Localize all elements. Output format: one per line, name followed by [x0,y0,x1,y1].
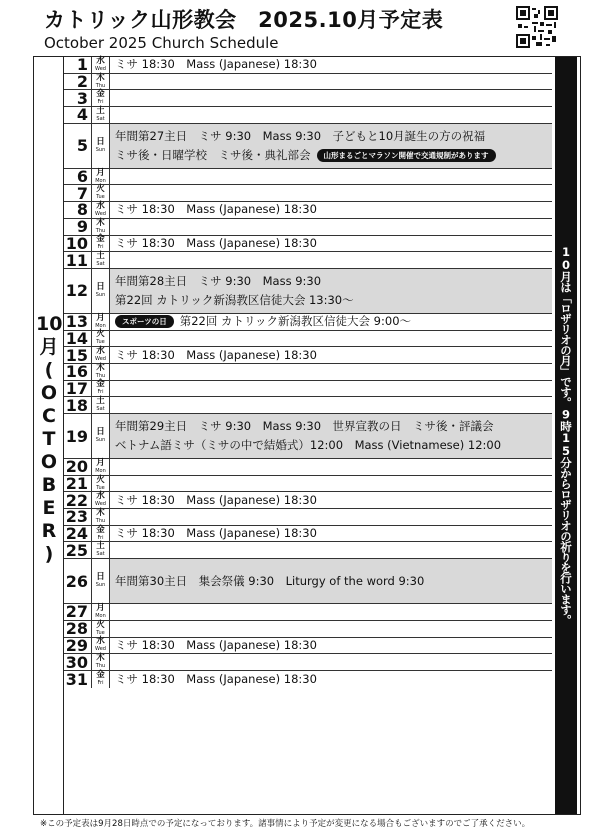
day-of-week [92,459,110,475]
day-number: 16 [64,364,92,380]
day-of-week-en: Sun [95,146,106,153]
day-number: 7 [64,185,92,201]
event-text: ミサ 18:30 Mass (Japanese) 18:30 [115,492,317,507]
day-of-week-en: Tue [96,339,105,346]
day-of-week [92,74,110,90]
month-column [34,57,64,814]
day-of-week-en: Tue [96,629,105,636]
day-number: 1 [64,57,92,73]
day-row [64,364,552,381]
event-line [115,638,552,654]
event-text: ミサ 18:30 Mass (Japanese) 18:30 [115,57,317,72]
event-cell [110,90,552,106]
month-label-char: ( [44,359,54,381]
day-of-week-jp: 木 [96,72,105,83]
day-of-week-jp: 月 [96,602,105,613]
day-row [64,635,552,655]
day-of-week-jp: 木 [96,217,105,228]
day-of-week-en: Fri [97,99,104,106]
day-row [64,459,552,476]
day-of-week [92,381,110,397]
event-line [115,314,552,330]
day-row [64,269,552,314]
event-line [115,272,552,291]
day-number: 18 [64,397,92,413]
day-of-week [92,314,110,330]
event-text: ミサ後・日曜学校 ミサ後・典礼部会 [115,147,311,162]
event-cell [110,74,552,90]
day-of-week-jp: 火 [96,184,105,195]
day-row [64,397,552,414]
day-of-week [92,219,110,235]
day-number: 20 [64,459,92,475]
day-number: 26 [64,559,92,603]
event-cell [110,604,552,620]
day-row [64,124,552,169]
event-cell [110,219,552,235]
day-of-week-jp: 木 [96,507,105,518]
day-number: 17 [64,381,92,397]
day-of-week [92,269,110,313]
day-row [64,654,552,671]
day-row [64,542,552,559]
event-line [115,236,552,252]
day-row [64,57,552,74]
day-of-week-en: Wed [95,65,106,72]
day-of-week [92,364,110,380]
day-row [64,107,552,124]
event-cell [110,638,552,654]
day-of-week [92,107,110,123]
event-cell [110,185,552,201]
event-line [115,57,552,73]
day-of-week [92,252,110,268]
day-of-week [92,347,110,363]
day-rows [64,57,552,688]
holiday-badge: スポーツの日 [115,315,174,328]
event-text: 年間第28主日 ミサ 9:30 Mass 9:30 [115,273,322,288]
event-cell [110,236,552,252]
event-line [115,417,552,436]
day-row [64,219,552,236]
day-row [64,621,552,638]
day-row [64,492,552,509]
event-cell [110,269,552,313]
day-of-week [92,331,110,347]
day-row [64,476,552,493]
day-row [64,671,552,688]
month-label-char: R [41,520,57,542]
day-of-week-en: Fri [97,534,104,541]
day-number: 9 [64,219,92,235]
day-of-week-en: Wed [95,356,106,363]
page-subtitle: October 2025 Church Schedule [44,34,279,52]
day-row [64,169,552,186]
day-number: 14 [64,331,92,347]
day-number: 19 [64,414,92,458]
event-cell [110,414,552,458]
event-cell [110,542,552,558]
day-of-week-jp: 水 [96,346,105,357]
notice-badge: 山形まるごとマラソン開催で交通規制があります [317,149,496,162]
day-number: 6 [64,169,92,185]
event-cell [110,509,552,525]
event-line [115,127,552,146]
day-of-week [92,414,110,458]
event-line [115,492,552,508]
day-number: 29 [64,638,92,654]
day-of-week-en: Thu [95,82,106,89]
day-of-week-jp: 水 [96,55,105,66]
event-cell [110,314,552,330]
day-row [64,185,552,202]
day-of-week [92,654,110,670]
day-row [64,604,552,621]
day-row [64,202,552,219]
day-of-week-en: Sun [95,582,106,589]
event-cell [110,364,552,380]
day-of-week-jp: 日 [96,572,105,583]
day-number: 11 [64,252,92,268]
day-of-week-en: Sat [96,115,105,122]
day-number: 25 [64,542,92,558]
day-row [64,233,552,253]
event-text: 第22回 カトリック新潟教区信徒大会 13:30〜 [115,292,354,307]
event-text: ミサ 18:30 Mass (Japanese) 18:30 [115,671,317,686]
event-cell [110,476,552,492]
day-of-week-en: Mon [95,322,106,329]
month-label-char: C [42,405,56,427]
event-cell [110,381,552,397]
event-cell [110,559,552,603]
day-row [64,378,552,398]
day-of-week-en: Sat [96,406,105,413]
day-number: 28 [64,621,92,637]
event-cell [110,671,552,688]
event-cell [110,654,552,670]
event-cell [110,252,552,268]
event-line [115,291,552,310]
month-label-char: ) [44,543,54,565]
day-number: 15 [64,347,92,363]
day-of-week-jp: 火 [96,329,105,340]
day-of-week [92,476,110,492]
day-of-week-en: Wed [95,210,106,217]
day-number: 5 [64,124,92,168]
event-text: 年間第29主日 ミサ 9:30 Mass 9:30 世界宣教の日 ミサ後・評議会 [115,419,494,433]
event-cell [110,202,552,218]
event-line [115,671,552,688]
day-of-week-jp: 金 [96,670,105,681]
day-of-week-en: Thu [95,517,106,524]
schedule-table [33,56,581,815]
day-of-week-en: Mon [95,467,106,474]
day-of-week-en: Sat [96,551,105,558]
day-of-week [92,90,110,106]
day-of-week [92,57,110,73]
event-cell [110,169,552,185]
day-number: 3 [64,90,92,106]
event-line [115,572,552,591]
day-of-week-jp: 土 [96,541,105,552]
day-number: 30 [64,654,92,670]
day-of-week-jp: 日 [96,281,105,292]
day-number: 2 [64,74,92,90]
day-number: 27 [64,604,92,620]
event-line [115,146,552,165]
day-number: 21 [64,476,92,492]
event-cell [110,526,552,542]
footer-note: ※この予定表は9月28日時点での予定になっております。諸事情により予定が変更になる場合もございますのでご了承ください。 [40,819,531,829]
day-number: 22 [64,492,92,508]
day-of-week-jp: 火 [96,619,105,630]
day-of-week-en: Sat [96,261,105,268]
event-text: 第22回 カトリック新潟教区信徒大会 9:00〜 [179,314,412,329]
day-of-week-en: Thu [95,372,106,379]
day-of-week-jp: 木 [96,653,105,664]
day-of-week [92,185,110,201]
day-of-week-en: Fri [97,680,104,687]
day-of-week-jp: 土 [96,251,105,262]
day-number: 13 [64,314,92,330]
day-row [64,414,552,459]
month-label [36,313,62,566]
day-of-week-jp: 金 [96,234,105,245]
day-of-week-en: Thu [95,227,106,234]
event-text: ベトナム語ミサ（ミサの中で結婚式）12:00 Mass (Vietnamese) 12:00 [115,438,502,452]
event-cell [110,57,552,73]
qr-code-icon[interactable] [516,6,558,48]
day-of-week-en: Mon [95,177,106,184]
day-of-week [92,559,110,603]
day-of-week-jp: 月 [96,167,105,178]
day-number: 10 [64,236,92,252]
day-row [64,509,552,526]
event-text: ミサ 18:30 Mass (Japanese) 18:30 [115,202,317,217]
month-label-char: O [40,382,58,404]
day-of-week [92,397,110,413]
day-of-week-en: Tue [96,484,105,491]
day-of-week-jp: 水 [96,491,105,502]
month-label-char: 10 [36,313,63,335]
day-row [64,314,552,331]
event-line [115,526,552,542]
day-of-week-en: Fri [97,389,104,396]
day-of-week-en: Sun [95,291,106,298]
day-of-week-jp: 金 [96,524,105,535]
day-number: 23 [64,509,92,525]
month-label-char: T [42,428,56,450]
day-number: 31 [64,671,92,688]
event-cell [110,107,552,123]
event-line [115,436,552,455]
day-number: 8 [64,202,92,218]
day-of-week-jp: 月 [96,312,105,323]
event-cell [110,124,552,168]
day-row [64,252,552,269]
month-label-char: 月 [39,336,59,358]
day-row [64,328,552,348]
event-text: 年間第27主日 ミサ 9:30 Mass 9:30 子どもと10月誕生の方の祝福 [115,128,486,143]
day-number: 4 [64,107,92,123]
day-of-week-jp: 金 [96,89,105,100]
day-of-week [92,169,110,185]
event-text: ミサ 18:30 Mass (Japanese) 18:30 [115,637,317,652]
event-line [115,347,552,363]
day-row [64,347,552,364]
day-of-week-en: Mon [95,612,106,619]
event-cell [110,621,552,637]
day-of-week [92,509,110,525]
day-of-week [92,202,110,218]
month-label-char: O [40,451,58,473]
day-of-week-en: Thu [95,663,106,670]
event-line [115,202,552,218]
month-label-char: B [41,474,57,496]
day-row [64,559,552,604]
day-of-week-jp: 日 [96,427,105,437]
day-of-week [92,621,110,637]
event-text: ミサ 18:30 Mass (Japanese) 18:30 [115,526,317,541]
event-text: 年間第30主日 集会祭儀 9:30 Liturgy of the word 9:30 [115,573,425,588]
rosary-note: 10月は「ロザリオの月」です。9時15分からロザリオの祈りを行います。 [559,245,573,625]
page-title: カトリック山形教会 2025.10月予定表 [44,8,444,32]
day-of-week [92,604,110,620]
day-of-week-jp: 水 [96,636,105,647]
event-cell [110,397,552,413]
event-cell [110,331,552,347]
day-row [64,90,552,107]
day-of-week-jp: 金 [96,379,105,390]
day-number: 12 [64,269,92,313]
event-text: ミサ 18:30 Mass (Japanese) 18:30 [115,235,317,250]
event-text: ミサ 18:30 Mass (Japanese) 18:30 [115,347,317,362]
day-of-week-jp: 土 [96,105,105,116]
day-of-week [92,638,110,654]
day-of-week [92,542,110,558]
day-of-week-jp: 水 [96,200,105,211]
day-row [64,74,552,91]
event-cell [110,347,552,363]
day-of-week [92,124,110,168]
day-of-week-jp: 日 [96,136,105,147]
event-cell [110,459,552,475]
event-cell [110,492,552,508]
day-of-week-en: Fri [97,244,104,251]
day-of-week-en: Sun [95,437,106,443]
day-of-week-jp: 木 [96,362,105,373]
day-of-week [92,526,110,542]
day-of-week-jp: 月 [96,457,105,468]
day-of-week [92,492,110,508]
day-of-week-en: Wed [95,646,106,653]
day-of-week-jp: 土 [96,396,105,407]
day-of-week [92,671,110,688]
day-of-week [92,236,110,252]
day-of-week-en: Tue [96,194,105,201]
day-of-week-jp: 火 [96,474,105,485]
month-label-char: E [42,497,56,519]
day-of-week-en: Wed [95,501,106,508]
rosary-note-bar [555,57,577,814]
day-row [64,526,552,543]
day-number: 24 [64,526,92,542]
